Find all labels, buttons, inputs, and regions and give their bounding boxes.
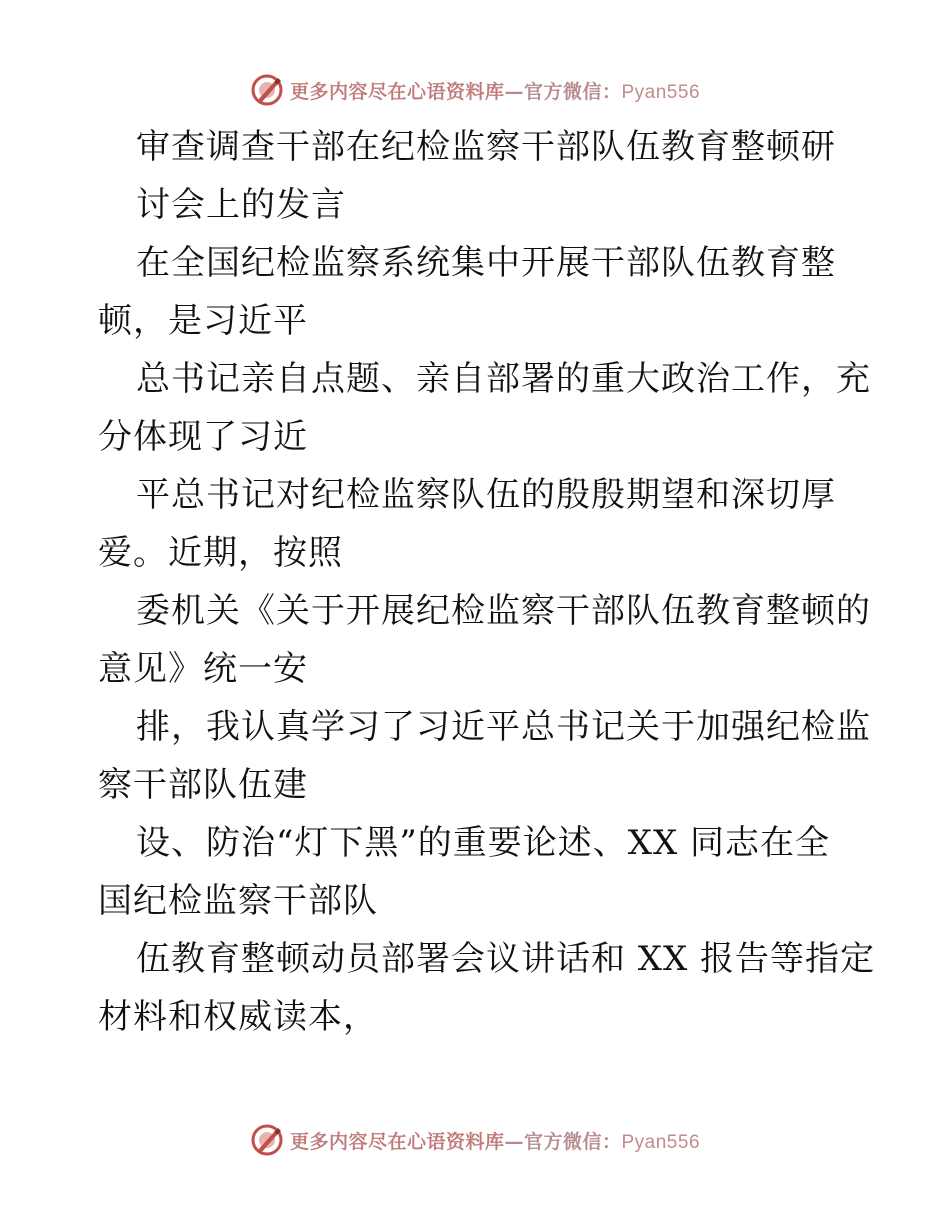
watermark-brand: 更多内容尽在心语资料库	[289, 1130, 505, 1153]
text-line: 国纪检监察干部队	[98, 881, 378, 921]
pen-logo-icon	[250, 73, 284, 107]
text-line: 排，我认真学习了习近平总书记关于加强纪检监	[136, 707, 871, 747]
text-line: 材料和权威读本，	[98, 997, 378, 1037]
watermark-account: Pyan556	[621, 1131, 701, 1153]
watermark-text	[290, 1127, 700, 1154]
text-line: 分体现了习近	[98, 417, 308, 457]
watermark-label: 官方微信：	[523, 1130, 622, 1153]
watermark-dash: —	[504, 80, 524, 103]
text-line: 委机关《关于开展纪检监察干部队伍教育整顿的	[136, 591, 871, 631]
watermark-brand: 更多内容尽在心语资料库	[289, 80, 505, 103]
text-line: 总书记亲自点题、亲自部署的重大政治工作，充	[136, 359, 871, 399]
watermark-account: Pyan556	[621, 81, 701, 103]
text-line: 审查调查干部在纪检监察干部队伍教育整顿研	[136, 127, 836, 167]
text-line: 意见》统一安	[98, 649, 308, 689]
text-line: 设、防治“灯下黑”的重要论述、XX 同志在全	[136, 823, 830, 863]
watermark-label: 官方微信：	[523, 80, 622, 103]
watermark-dash: —	[504, 1130, 524, 1153]
text-line: 顿，是习近平	[98, 301, 308, 341]
pen-logo-icon	[250, 1123, 284, 1157]
text-line: 伍教育整顿动员部署会议讲话和 XX 报告等指定	[136, 939, 876, 979]
header-watermark	[0, 70, 950, 110]
document-body	[98, 118, 876, 1046]
text-line: 在全国纪检监察系统集中开展干部队伍教育整	[136, 243, 836, 283]
text-line: 爱。近期，按照	[98, 533, 343, 573]
text-line: 平总书记对纪检监察队伍的殷殷期望和深切厚	[136, 475, 836, 515]
text-line: 察干部队伍建	[98, 765, 308, 805]
text-line: 讨会上的发言	[136, 185, 346, 225]
footer-watermark	[0, 1120, 950, 1160]
watermark-text	[290, 77, 700, 104]
